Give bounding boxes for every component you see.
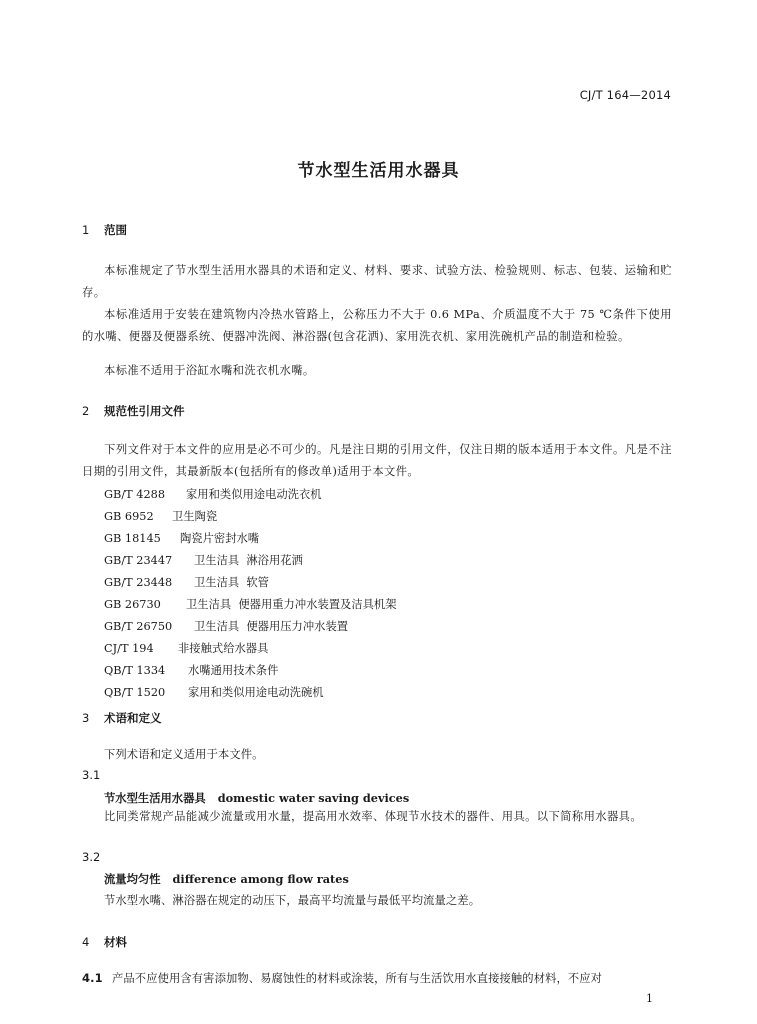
section-number: 3 bbox=[82, 711, 90, 725]
reference-code: GB 26730 bbox=[104, 598, 161, 611]
reference-item bbox=[104, 618, 348, 634]
section-3-intro: 下列术语和定义适用于本文件。 bbox=[104, 748, 264, 761]
reference-code: GB/T 23447 bbox=[104, 554, 173, 567]
reference-code: QB/T 1520 bbox=[104, 686, 166, 699]
section-3-heading bbox=[82, 710, 162, 726]
page-number: 1 bbox=[646, 992, 653, 1005]
reference-name: 卫生洁具 淋浴用花洒 bbox=[194, 554, 303, 567]
section-1-heading bbox=[82, 222, 127, 238]
reference-name: 水嘴通用技术条件 bbox=[188, 664, 279, 677]
reference-name: 卫生洁具 便器用压力冲水装置 bbox=[194, 620, 349, 633]
term-en: difference among flow rates bbox=[172, 872, 349, 886]
section-1-para-1: 本标准规定了节水型生活用水器具的术语和定义、材料、要求、试验方法、检验规则、标志、包装、运输和贮存。 bbox=[82, 264, 672, 299]
reference-name: 陶瓷片密封水嘴 bbox=[180, 532, 260, 545]
section-4-heading bbox=[82, 934, 127, 950]
document-title: 节水型生活用水器具 bbox=[297, 161, 460, 181]
term-definition: 节水型水嘴、淋浴器在规定的动压下，最高平均流量与最低平均流量之差。 bbox=[104, 894, 481, 907]
term-number: 3.1 bbox=[82, 768, 101, 782]
section-2-intro: 下列文件对于本文件的应用是必不可少的。凡是注日期的引用文件，仅注日期的版本适用于本文件。凡是不注日期的引用文件，其最新版本(包括所有的修改单)适用于本文件。 bbox=[82, 443, 672, 478]
reference-item bbox=[104, 508, 217, 524]
section-title: 材料 bbox=[104, 935, 127, 949]
subsection-text: 产品不应使用含有害添加物、易腐蚀性的材料或涂装，所有与生活饮用水直接接触的材料，不应对 bbox=[112, 972, 603, 985]
term-zh: 节水型生活用水器具 bbox=[104, 792, 206, 805]
reference-code: QB/T 1334 bbox=[104, 664, 166, 677]
reference-code: CJ/T 194 bbox=[104, 642, 154, 655]
reference-name: 家用和类似用途电动洗碗机 bbox=[188, 686, 324, 699]
reference-item bbox=[104, 640, 268, 656]
reference-name: 卫生洁具 便器用重力冲水装置及洁具机架 bbox=[186, 598, 397, 611]
reference-item bbox=[104, 596, 397, 612]
section-title: 范围 bbox=[104, 223, 127, 237]
section-1-para-3: 本标准不适用于浴缸水嘴和洗衣机水嘴。 bbox=[104, 364, 315, 377]
section-title: 术语和定义 bbox=[104, 711, 162, 725]
term-title bbox=[104, 790, 409, 806]
term-number: 3.2 bbox=[82, 850, 101, 864]
subsection-number: 4.1 bbox=[82, 971, 103, 985]
reference-code: GB/T 4288 bbox=[104, 488, 166, 501]
reference-item bbox=[104, 486, 322, 502]
reference-code: GB 18145 bbox=[104, 532, 161, 545]
reference-item bbox=[104, 552, 303, 568]
reference-item bbox=[104, 530, 259, 546]
section-title: 规范性引用文件 bbox=[104, 404, 185, 418]
reference-item bbox=[104, 684, 324, 700]
term-en: domestic water saving devices bbox=[217, 791, 410, 805]
section-number: 2 bbox=[82, 404, 90, 418]
reference-name: 卫生陶瓷 bbox=[172, 510, 218, 523]
reference-item bbox=[104, 662, 278, 678]
reference-name: 卫生洁具 软管 bbox=[194, 576, 269, 589]
reference-code: GB/T 26750 bbox=[104, 620, 173, 633]
term-definition: 比同类常规产品能减少流量或用水量，提高用水效率、体现节水技术的器件、用具。以下简称用水器具。 bbox=[104, 810, 643, 823]
section-number: 1 bbox=[82, 223, 90, 237]
reference-code: GB 6952 bbox=[104, 510, 154, 523]
reference-item bbox=[104, 574, 269, 590]
reference-name: 非接触式给水器具 bbox=[178, 642, 269, 655]
section-4-1 bbox=[82, 970, 672, 986]
section-1-para-2: 本标准适用于安装在建筑物内冷热水管路上，公称压力不大于 0.6 MPa、介质温度不大于 75 ℃条件下使用的水嘴、便器及便器系统、便器冲洗阀、淋浴器(包含花洒)、家用洗衣机、家用洗碗机产品的制造和检验。 bbox=[82, 308, 672, 343]
section-number: 4 bbox=[82, 935, 90, 949]
section-2-heading bbox=[82, 403, 185, 419]
term-zh: 流量均匀性 bbox=[104, 873, 161, 886]
reference-name: 家用和类似用途电动洗衣机 bbox=[186, 488, 322, 501]
reference-code: GB/T 23448 bbox=[104, 576, 173, 589]
standard-number: CJ/T 164—2014 bbox=[579, 88, 671, 102]
term-title bbox=[104, 871, 349, 887]
